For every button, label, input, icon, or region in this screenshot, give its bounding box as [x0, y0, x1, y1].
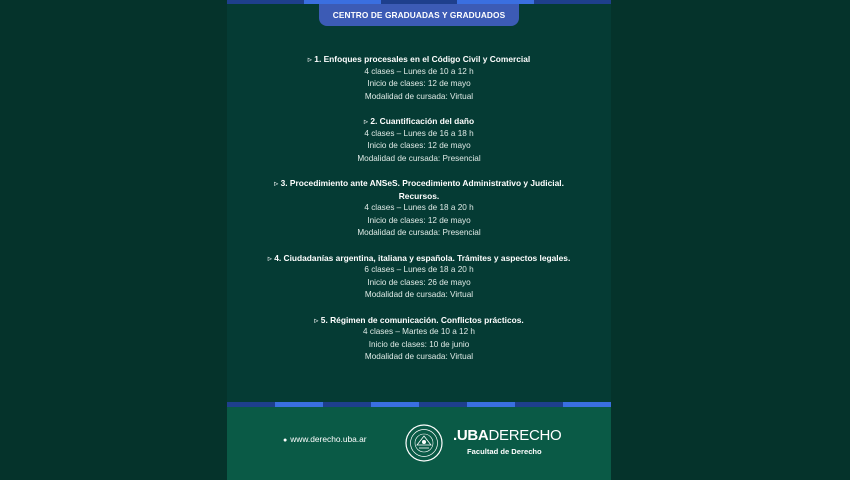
- course-schedule: 6 clases – Lunes de 18 a 20 h: [364, 265, 474, 274]
- header-badge: CENTRO DE GRADUADAS Y GRADUADOS: [319, 4, 519, 26]
- faculty-logo-subtitle: Facultad de Derecho: [467, 447, 542, 456]
- course-schedule: 4 clases – Lunes de 10 a 12 h: [364, 66, 474, 76]
- website-text: www.derecho.uba.ar: [290, 434, 367, 444]
- course-schedule: 4 clases – Martes de 10 a 12 h: [363, 327, 475, 336]
- course-item: [267, 177, 571, 240]
- course-schedule: 4 clases – Lunes de 18 a 20 h: [364, 203, 474, 212]
- course-title: ▹ 3. Procedimiento ante ANSeS. Procedimiento Administrativo y Judicial. Recursos.: [274, 178, 564, 201]
- poster: [227, 0, 611, 480]
- course-modality: Modalidad de cursada: Virtual: [364, 91, 474, 101]
- course-title: ▹ 1. Enfoques procesales en el Código Civil y Comercial: [307, 54, 531, 64]
- course-modality: Modalidad de cursada: Presencial: [357, 228, 481, 237]
- course-start: Inicio de clases: 12 de mayo: [367, 215, 471, 225]
- website-link[interactable]: [283, 434, 367, 444]
- course-start: Inicio de clases: 26 de mayo: [367, 277, 471, 287]
- course-start: Inicio de clases: 12 de mayo: [367, 141, 471, 150]
- university-seal-icon: [405, 424, 443, 462]
- footer: [227, 402, 611, 480]
- faculty-logo: .UBADERECHO: [453, 427, 562, 444]
- footer-color-strip: [227, 402, 611, 407]
- course-schedule: 4 clases – Lunes de 16 a 18 h: [364, 128, 474, 138]
- course-list: [267, 53, 571, 376]
- course-title: ▹ 2. Cuantificación del daño: [363, 116, 475, 126]
- course-modality: Modalidad de cursada: Virtual: [364, 290, 474, 299]
- course-item: [267, 115, 571, 165]
- course-item: [267, 53, 571, 103]
- bullet-icon: ●: [283, 437, 288, 444]
- course-start: Inicio de clases: 12 de mayo: [367, 79, 471, 88]
- course-title: ▹ 5. Régimen de comunicación. Conflictos prácticos.: [314, 314, 524, 325]
- course-modality: Modalidad de cursada: Presencial: [357, 153, 481, 163]
- course-start: Inicio de clases: 10 de junio: [368, 339, 470, 349]
- course-item: [267, 252, 571, 302]
- course-title: ▹ 4. Ciudadanías argentina, italiana y española. Trámites y aspectos legales.: [267, 252, 571, 263]
- course-item: [267, 314, 571, 364]
- course-modality: Modalidad de cursada: Virtual: [364, 352, 474, 361]
